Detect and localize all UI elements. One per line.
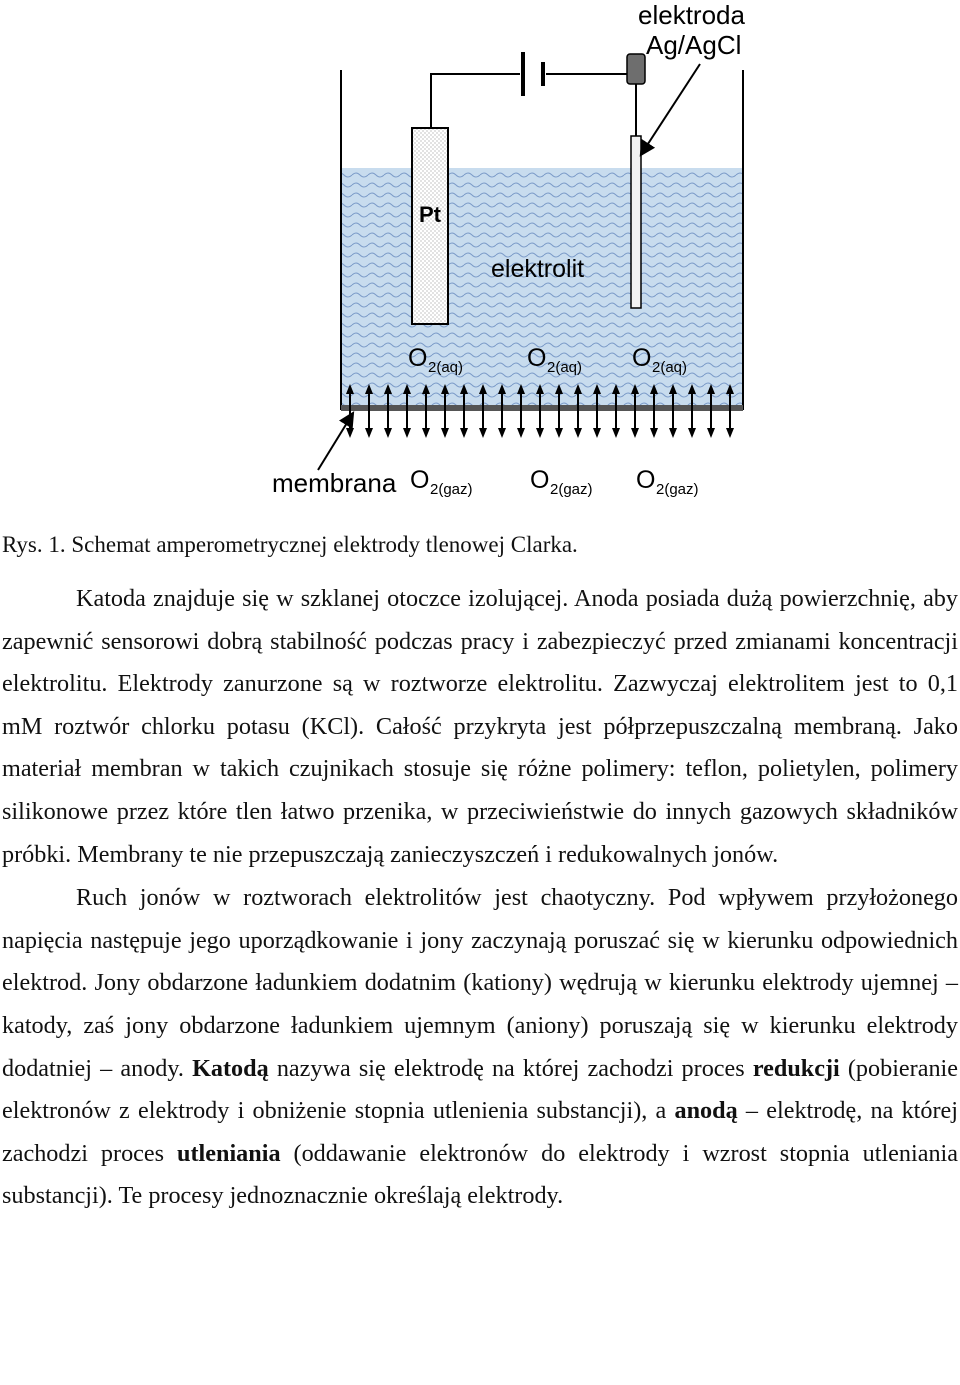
membrane-pointer-arrow xyxy=(318,418,350,470)
svg-text:2(gaz): 2(gaz) xyxy=(656,481,699,498)
ag-electrode-rod xyxy=(631,136,641,308)
term-katoda: Katodą xyxy=(192,1054,269,1082)
paragraph-text: Katoda znajduje się w szklanej otoczce izolującej. Anoda posiada dużą powierzchnię, aby zapewnić sensorowi dobrą stabilność podczas pracy i zabezpieczyć przed zmianami koncentracji elektrolitu. Elektrody zanurzone są w roztworze elektrolitu. Zazwyczaj elektrolitem jest to 0,1 mM roztwór chlorku potasu (KCl). Całość przykryta jest półprzepuszczalną membraną. Jako materiał membran w takich czujnikach stosuje się różne polimery: teflon, polietylen, polimery silikonowe przez które tlen łatwo przenika, w przeciwieństwie do innych gazowych składników próbki. Membrany te nie przepuszczają zanieczyszczeń i redukowalnych jonów. xyxy=(2,585,958,868)
diffusion-arrow-head-down xyxy=(536,428,544,438)
diffusion-arrow-head-down xyxy=(612,428,620,438)
svg-text:O: O xyxy=(410,466,430,494)
term-redukcja: redukcji xyxy=(752,1054,840,1082)
diffusion-arrow-head-down xyxy=(384,428,392,438)
svg-text:2(aq): 2(aq) xyxy=(547,359,583,376)
svg-text:O: O xyxy=(636,466,656,494)
diffusion-arrow-head-down xyxy=(555,428,563,438)
diffusion-arrow-head-down xyxy=(517,428,525,438)
svg-text:2(gaz): 2(gaz) xyxy=(430,481,473,498)
paragraph xyxy=(2,578,958,876)
circuit-wire xyxy=(431,74,636,128)
pt-label: Pt xyxy=(419,202,441,227)
diffusion-arrow-head-down xyxy=(422,428,430,438)
diffusion-arrow-head-down xyxy=(707,428,715,438)
diffusion-arrow-head-down xyxy=(574,428,582,438)
svg-text:2(gaz): 2(gaz) xyxy=(550,481,593,498)
membrane-label: membrana xyxy=(272,468,397,498)
diffusion-arrow-head-down xyxy=(593,428,601,438)
svg-text:O: O xyxy=(530,466,550,494)
electrode-pointer-arrow xyxy=(644,64,700,150)
diffusion-arrow-head-down xyxy=(365,428,373,438)
paragraph-text: (oddawanie elektronów do elektrody i wzrost stopnia utleniania substancji). Te procesy jednoznacznie określają elektrody. xyxy=(2,1139,958,1210)
paragraph xyxy=(2,877,958,1218)
diffusion-arrow-head-down xyxy=(669,428,677,438)
diffusion-arrow-head-down xyxy=(498,428,506,438)
membrane xyxy=(341,405,743,411)
svg-text:O: O xyxy=(408,344,428,372)
body-text xyxy=(2,578,958,1218)
diffusion-arrow-head-down xyxy=(631,428,639,438)
figure-caption: Rys. 1. Schemat amperometrycznej elektrody tlenowej Clarka. xyxy=(2,532,578,557)
svg-text:O: O xyxy=(632,344,652,372)
o2-gas-label xyxy=(636,466,699,498)
o2-gas-label xyxy=(410,466,473,498)
electrode-label-line2: Ag/AgCl xyxy=(646,30,742,60)
o2-gas-label xyxy=(530,466,593,498)
diffusion-arrow-head-down xyxy=(479,428,487,438)
electrolyte-label: elektrolit xyxy=(491,255,585,283)
diffusion-arrow-head-down xyxy=(650,428,658,438)
diffusion-arrow-head-down xyxy=(460,428,468,438)
paragraph-text: Ruch jonów w roztworach elektrolitów jest chaotyczny. Pod wpływem przyłożonego napięcia następuje jego uporządkowanie i jony zaczynają poruszać się w kierunku odpowiednich elektrod. Jony obdarzone ładunkiem dodatnim (kationy) wędrują w kierunku elektrody ujemnej – katody, zaś jony obdarzone ładunkiem ujemnym (aniony) poruszają się w kierunku elektrody dodatniej – anody. xyxy=(2,884,958,1082)
ag-electrode-cap xyxy=(627,54,645,84)
diffusion-arrow-head-down xyxy=(726,428,734,438)
diffusion-arrow-head-down xyxy=(346,428,354,438)
paragraph-text: nazywa się elektrodę na której zachodzi proces xyxy=(268,1054,753,1082)
svg-text:O: O xyxy=(527,344,547,372)
svg-text:2(aq): 2(aq) xyxy=(652,359,688,376)
term-utlenianie: utleniania xyxy=(177,1139,281,1167)
electrode-label-line1: elektroda xyxy=(638,0,745,30)
term-anoda: anodą xyxy=(674,1097,738,1125)
diffusion-arrow-head-down xyxy=(441,428,449,438)
paragraph-text: (pobieranie elektronów z elektrody i obniżenie stopnia utlenienia substancji), a xyxy=(2,1054,959,1125)
diffusion-arrow-head-down xyxy=(403,428,411,438)
paragraph-text: – elektrodę, na której zachodzi proces xyxy=(2,1097,958,1167)
clark-electrode-diagram xyxy=(0,0,960,510)
diffusion-arrow-head-down xyxy=(688,428,696,438)
svg-text:2(aq): 2(aq) xyxy=(428,359,464,376)
